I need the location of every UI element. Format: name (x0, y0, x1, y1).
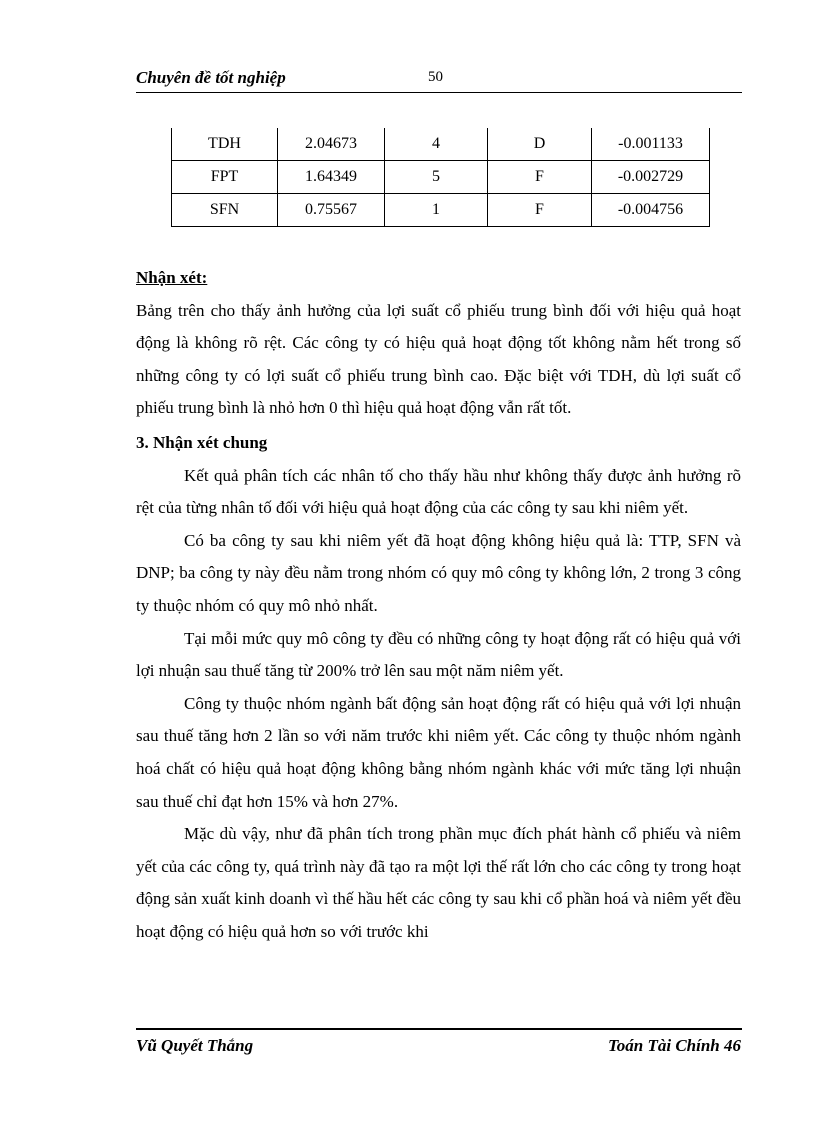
footer-class: Toán Tài Chính 46 (607, 1036, 741, 1055)
body-content (136, 262, 741, 948)
paragraph: Kết quả phân tích các nhân tố cho thấy hầu như không thấy được ảnh hưởng rõ rệt của từng nhân tố đối với hiệu quả hoạt động của các công ty sau khi niêm yết. (136, 465, 741, 518)
section-heading: 3. Nhận xét chung (136, 432, 268, 452)
table-cell: 2.04673 (278, 128, 385, 161)
table-row (172, 161, 710, 194)
table-cell: -0.002729 (592, 161, 710, 194)
table-cell: F (488, 161, 592, 194)
paragraph: Tại mỗi mức quy mô công ty đều có những công ty hoạt động rất có hiệu quả với lợi nhuận sau thuế tăng từ 200% trở lên sau một năm niêm yết. (136, 628, 741, 681)
table-cell: F (488, 194, 592, 227)
header-divider (136, 92, 742, 93)
paragraph: Mặc dù vậy, như đã phân tích trong phần mục đích phát hành cổ phiếu và niêm yết của các công ty, quá trình này đã tạo ra một lợi thế rất lớn cho các công ty trong hoạt động sản xuất kinh doanh vì thế hầu hết các công ty sau khi cổ phần hoá và niêm yết đều hoạt động có hiệu quả hơn so với trước khi (136, 824, 741, 941)
table-row (172, 194, 710, 227)
table-cell: 4 (385, 128, 488, 161)
data-table (171, 128, 710, 227)
table-cell: TDH (172, 128, 278, 161)
table-cell: FPT (172, 161, 278, 194)
footer-author: Vũ Quyết Thắng (136, 1036, 254, 1055)
remark-label: Nhận xét: (136, 268, 208, 287)
table-cell: -0.001133 (592, 128, 710, 161)
table-cell: 5 (385, 161, 488, 194)
document-title: Chuyên đề tốt nghiệp (136, 68, 286, 87)
table-row (172, 128, 710, 161)
paragraph: Công ty thuộc nhóm ngành bất động sản hoạt động rất có hiệu quả với lợi nhuận sau thuế tăng hơn 2 lần so với năm trước khi niêm yết. Các công ty thuộc nhóm ngành hoá chất có hiệu quả hoạt động không bằng nhóm ngành khác với mức tăng lợi nhuận sau thuế chỉ đạt hơn 15% và hơn 27%. (136, 693, 741, 811)
table-cell: 1 (385, 194, 488, 227)
remark-paragraph: Bảng trên cho thấy ảnh hưởng của lợi suất cổ phiếu trung bình đối với hiệu quả hoạt động là không rõ rệt. Các công ty có hiệu quả hoạt động tốt không nằm hết trong số những công ty có lợi suất cổ phiếu trung bình cao. Đặc biệt với TDH, dù lợi suất cổ phiếu trung bình là nhỏ hơn 0 thì hiệu quả hoạt động vẫn rất tốt. (136, 300, 741, 418)
table-cell: SFN (172, 194, 278, 227)
table-cell: 1.64349 (278, 161, 385, 194)
page-number: 50 (428, 69, 443, 85)
footer-divider (136, 1028, 742, 1030)
paragraph: Có ba công ty sau khi niêm yết đã hoạt động không hiệu quả là: TTP, SFN và DNP; ba công ty này đều nằm trong nhóm có quy mô công ty không lớn, 2 trong 3 công ty thuộc nhóm có quy mô nhỏ nhất. (136, 530, 741, 615)
table-cell: -0.004756 (592, 194, 710, 227)
table-cell: D (488, 128, 592, 161)
table-cell: 0.75567 (278, 194, 385, 227)
